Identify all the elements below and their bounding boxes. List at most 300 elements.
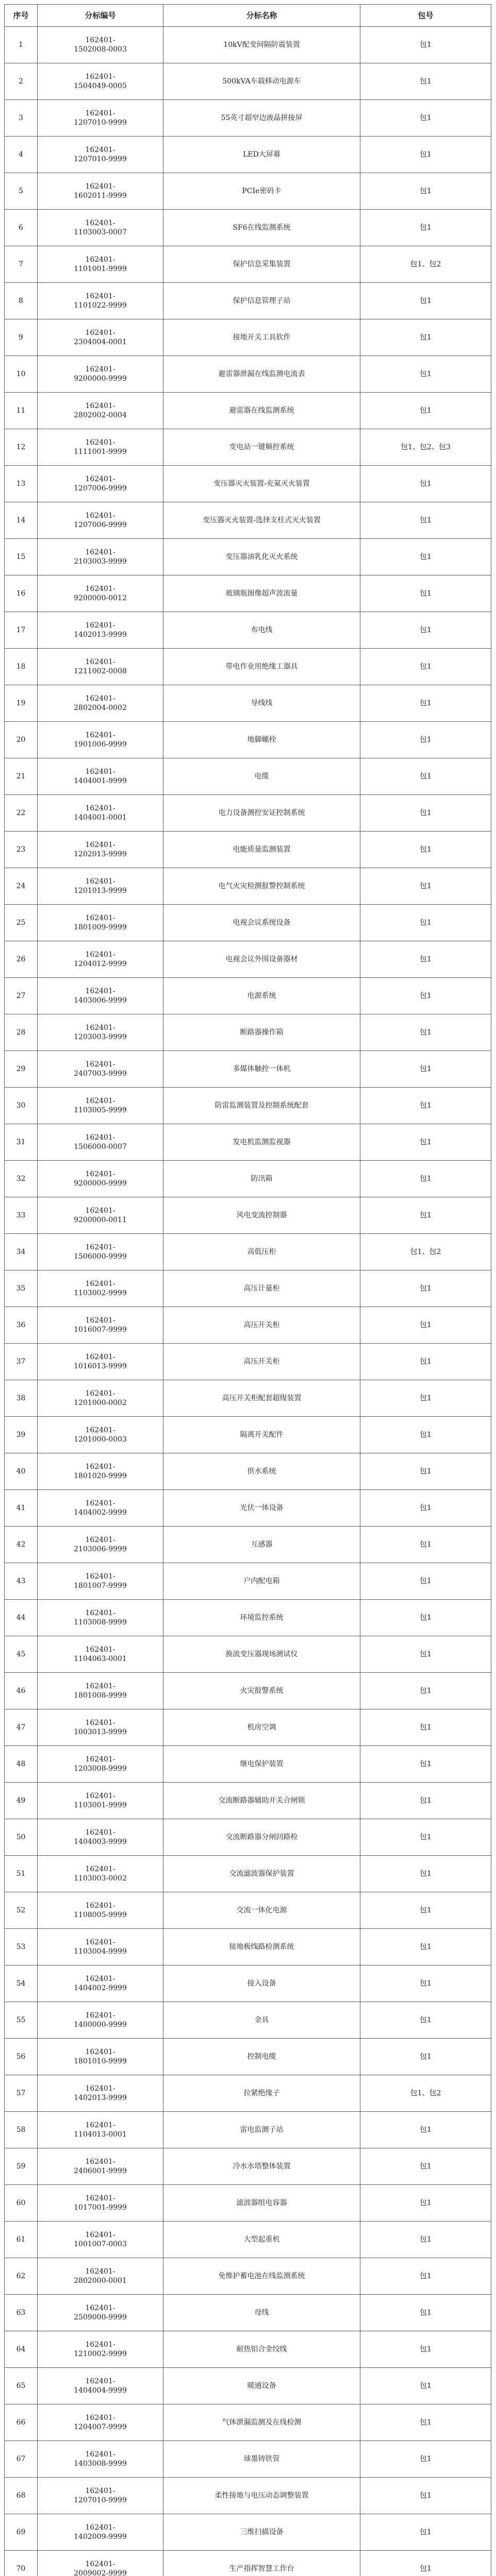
row-code-line: 1201000-0003 xyxy=(74,1435,127,1444)
row-code-line: 162401- xyxy=(85,2341,115,2349)
row-name: 电源系统 xyxy=(163,978,360,1014)
row-code-line: 162401- xyxy=(85,1024,115,1032)
row-code-line: 162401- xyxy=(85,1353,115,1361)
row-code-line: 1204007-9999 xyxy=(74,2423,127,2431)
row-index: 8 xyxy=(5,283,38,319)
row-name: 接地极线路检测系统 xyxy=(163,1929,360,1965)
row-code-line: 1202013-9999 xyxy=(74,850,127,858)
row-index: 18 xyxy=(5,649,38,685)
row-package: 包1 xyxy=(360,2295,491,2331)
row-code-line: 1602011-9999 xyxy=(74,192,127,200)
row-package: 包1 xyxy=(360,2039,491,2075)
table-row xyxy=(5,1234,491,1270)
row-code xyxy=(38,1124,163,1161)
row-code-line: 1207010-9999 xyxy=(74,118,127,127)
row-code xyxy=(38,758,163,795)
row-index: 62 xyxy=(5,2258,38,2295)
table-row xyxy=(5,1527,491,1563)
row-name: 交流一体化电源 xyxy=(163,1892,360,1929)
table-row xyxy=(5,2295,491,2331)
row-index: 17 xyxy=(5,612,38,649)
header-code: 分标编号 xyxy=(38,5,163,27)
row-name: 高压开关柜 xyxy=(163,1344,360,1380)
row-code-line: 162401- xyxy=(85,438,115,447)
table-row xyxy=(5,2075,491,2112)
row-code xyxy=(38,2368,163,2404)
row-package: 包1 xyxy=(360,1527,491,1563)
row-code xyxy=(38,2404,163,2441)
header-package: 包号 xyxy=(360,5,491,27)
row-package: 包1 xyxy=(360,1892,491,1929)
row-package: 包1 xyxy=(360,100,491,137)
table-row xyxy=(5,1965,491,2002)
row-name: 母线 xyxy=(163,2295,360,2331)
row-code-line: 2103006-9999 xyxy=(74,1545,127,1553)
row-name: 避雷器泄漏在线监测电流表 xyxy=(163,356,360,393)
row-code xyxy=(38,1746,163,1783)
row-code xyxy=(38,868,163,905)
row-code-line: 1104063-0001 xyxy=(74,1655,127,1663)
row-code xyxy=(38,2112,163,2148)
row-code xyxy=(38,2478,163,2514)
table-row xyxy=(5,137,491,173)
table-row xyxy=(5,1270,491,1307)
row-package: 包1 xyxy=(360,2551,491,2576)
row-code xyxy=(38,1673,163,1709)
row-code-line: 162401- xyxy=(85,1280,115,1288)
row-package: 包1 xyxy=(360,1709,491,1746)
row-package: 包1 xyxy=(360,905,491,941)
row-code xyxy=(38,173,163,210)
row-package: 包1、包2、包3 xyxy=(360,429,491,466)
row-code-line: 1111001-9999 xyxy=(74,448,127,456)
row-code-line: 162401- xyxy=(85,658,115,666)
row-index: 53 xyxy=(5,1929,38,1965)
row-code-line: 1801010-9999 xyxy=(74,2057,127,2065)
row-index: 70 xyxy=(5,2551,38,2576)
row-index: 26 xyxy=(5,941,38,978)
table-row xyxy=(5,1892,491,1929)
row-code-line: 1404002-9999 xyxy=(74,1984,127,1992)
table-row xyxy=(5,1819,491,1856)
table-body xyxy=(5,27,491,2576)
row-index: 23 xyxy=(5,832,38,868)
table-row xyxy=(5,2002,491,2039)
row-package: 包1 xyxy=(360,356,491,393)
row-name: 高压开关柜 xyxy=(163,1307,360,1344)
table-row xyxy=(5,941,491,978)
row-code-line: 1211002-0008 xyxy=(74,667,127,675)
row-code xyxy=(38,1197,163,1234)
row-code xyxy=(38,1965,163,2002)
table-row xyxy=(5,1490,491,1527)
row-code xyxy=(38,1453,163,1490)
table-row xyxy=(5,1161,491,1197)
row-package: 包1 xyxy=(360,1014,491,1051)
row-code-line: 1207006-9999 xyxy=(74,484,127,493)
row-code-line: 162401- xyxy=(85,1060,115,1069)
row-code xyxy=(38,1527,163,1563)
row-package: 包1 xyxy=(360,1307,491,1344)
row-name: 电气火灾检测报警控制系统 xyxy=(163,868,360,905)
table-row xyxy=(5,356,491,393)
row-package: 包1 xyxy=(360,832,491,868)
row-package: 包1 xyxy=(360,1417,491,1453)
row-package: 包1 xyxy=(360,2222,491,2258)
row-index: 41 xyxy=(5,1490,38,1527)
row-index: 15 xyxy=(5,539,38,575)
row-code xyxy=(38,63,163,100)
row-code-line: 2103003-9999 xyxy=(74,557,127,566)
row-code-line: 162401- xyxy=(85,1572,115,1581)
table-row xyxy=(5,429,491,466)
row-code-line: 1201000-0002 xyxy=(74,1399,127,1407)
row-code-line: 1103003-0002 xyxy=(74,1874,127,1883)
table-row xyxy=(5,1563,491,1600)
row-index: 63 xyxy=(5,2295,38,2331)
row-code-line: 162401- xyxy=(85,256,115,264)
table-row xyxy=(5,905,491,941)
row-index: 45 xyxy=(5,1636,38,1673)
row-name: 电视会议外围设备器材 xyxy=(163,941,360,978)
row-name: 防汛箱 xyxy=(163,1161,360,1197)
table-row xyxy=(5,2258,491,2295)
row-package: 包1、包2 xyxy=(360,2075,491,2112)
row-code-line: 162401- xyxy=(85,2048,115,2056)
row-package: 包1 xyxy=(360,2368,491,2404)
row-index: 69 xyxy=(5,2514,38,2551)
row-code xyxy=(38,2075,163,2112)
row-index: 43 xyxy=(5,1563,38,1600)
row-code-line: 162401- xyxy=(85,2267,115,2276)
row-code-line: 162401- xyxy=(85,2158,115,2166)
row-index: 47 xyxy=(5,1709,38,1746)
row-package: 包1 xyxy=(360,1600,491,1636)
row-index: 64 xyxy=(5,2331,38,2368)
table-row xyxy=(5,2551,491,2576)
row-package: 包1 xyxy=(360,2148,491,2185)
header-name: 分标名称 xyxy=(163,5,360,27)
row-code xyxy=(38,2002,163,2039)
row-name: 暖通设备 xyxy=(163,2368,360,2404)
row-name: 风电变流控制器 xyxy=(163,1197,360,1234)
row-code-line: 1201013-9999 xyxy=(74,887,127,895)
row-code xyxy=(38,2514,163,2551)
row-code-line: 1207006-9999 xyxy=(74,521,127,529)
row-index: 66 xyxy=(5,2404,38,2441)
row-index: 52 xyxy=(5,1892,38,1929)
row-code-line: 162401- xyxy=(85,2011,115,2020)
row-package: 包1 xyxy=(360,575,491,612)
row-package: 包1 xyxy=(360,137,491,173)
table-row xyxy=(5,832,491,868)
table-row xyxy=(5,283,491,319)
row-index: 60 xyxy=(5,2185,38,2222)
table-row xyxy=(5,27,491,63)
row-code-line: 2407003-9999 xyxy=(74,1070,127,1078)
row-package: 包1 xyxy=(360,1124,491,1161)
row-code-line: 162401- xyxy=(85,36,115,44)
row-code xyxy=(38,978,163,1014)
row-code-line: 162401- xyxy=(85,2194,115,2202)
row-code-line: 1404003-9999 xyxy=(74,1838,127,1846)
row-code xyxy=(38,832,163,868)
row-code xyxy=(38,2185,163,2222)
row-name: 地脚螺栓 xyxy=(163,722,360,758)
table-row xyxy=(5,173,491,210)
row-name: 交流断路器辅助开关合闸锁 xyxy=(163,1783,360,1819)
row-package: 包1 xyxy=(360,758,491,795)
row-code-line: 162401- xyxy=(85,475,115,483)
row-name: 电缆 xyxy=(163,758,360,795)
row-name: 55英寸超窄边液晶拼接屏 xyxy=(163,100,360,137)
row-code-line: 1017001-9999 xyxy=(74,2204,127,2212)
row-code-line: 1003013-9999 xyxy=(74,1728,127,1736)
row-name: 交流滤波器保护装置 xyxy=(163,1856,360,1892)
row-code xyxy=(38,2551,163,2576)
row-code-line: 162401- xyxy=(85,621,115,630)
row-index: 59 xyxy=(5,2148,38,2185)
table-row xyxy=(5,2185,491,2222)
row-package: 包1 xyxy=(360,63,491,100)
row-package: 包1 xyxy=(360,1161,491,1197)
row-name: 大型起重机 xyxy=(163,2222,360,2258)
row-code-line: 162401- xyxy=(85,1938,115,1946)
row-name: 滤波器组电容器 xyxy=(163,2185,360,2222)
table-row xyxy=(5,758,491,795)
table-row xyxy=(5,1783,491,1819)
table-row xyxy=(5,1417,491,1453)
table-row xyxy=(5,2148,491,2185)
row-code xyxy=(38,283,163,319)
row-code xyxy=(38,393,163,429)
table-row xyxy=(5,575,491,612)
row-name: 球墨铸铁管 xyxy=(163,2441,360,2478)
table-row xyxy=(5,2404,491,2441)
row-code-line: 1016013-9999 xyxy=(74,1362,127,1370)
row-index: 7 xyxy=(5,246,38,283)
row-name: 带电作业用绝缘工器具 xyxy=(163,649,360,685)
row-name: 保护信息管理子站 xyxy=(163,283,360,319)
row-package: 包1 xyxy=(360,1929,491,1965)
row-name: 导线线 xyxy=(163,685,360,722)
row-code xyxy=(38,1161,163,1197)
row-name: 高压开关柜配套超级装置 xyxy=(163,1380,360,1417)
row-name: 布电线 xyxy=(163,612,360,649)
table-row xyxy=(5,1380,491,1417)
row-code-line: 2802002-0004 xyxy=(74,411,127,419)
table-row xyxy=(5,1636,491,1673)
row-index: 54 xyxy=(5,1965,38,2002)
row-index: 68 xyxy=(5,2478,38,2514)
row-code-line: 162401- xyxy=(85,1975,115,1983)
row-name: 电能质量监测装置 xyxy=(163,832,360,868)
row-code xyxy=(38,2441,163,2478)
row-index: 67 xyxy=(5,2441,38,2478)
row-code-line: 162401- xyxy=(85,1828,115,1837)
row-code-line: 9200000-9999 xyxy=(74,375,127,383)
table-row xyxy=(5,612,491,649)
row-code-line: 1403008-9999 xyxy=(74,2460,127,2468)
row-code-line: 1400000-9999 xyxy=(74,2021,127,2029)
row-code-line: 9200000-0012 xyxy=(74,594,127,602)
row-code-line: 162401- xyxy=(85,877,115,886)
row-code-line: 1506000-9999 xyxy=(74,1252,127,1261)
row-code-line: 162401- xyxy=(85,1133,115,1142)
row-package: 包1 xyxy=(360,2404,491,2441)
table-row xyxy=(5,1051,491,1088)
row-name: 供水系统 xyxy=(163,1453,360,1490)
row-index: 24 xyxy=(5,868,38,905)
row-name: 500kVA车载移动电源车 xyxy=(163,63,360,100)
row-code-line: 1402009-9999 xyxy=(74,2533,127,2541)
row-code-line: 1103001-9999 xyxy=(74,1801,127,1809)
row-code-line: 1901006-9999 xyxy=(74,740,127,749)
table-row xyxy=(5,2441,491,2478)
row-name: 换流变压器现场测试仪 xyxy=(163,1636,360,1673)
row-package: 包1 xyxy=(360,1088,491,1124)
table-row xyxy=(5,1344,491,1380)
row-code xyxy=(38,2295,163,2331)
row-package: 包1 xyxy=(360,2478,491,2514)
row-package: 包1 xyxy=(360,1197,491,1234)
row-code xyxy=(38,356,163,393)
table-row xyxy=(5,2514,491,2551)
row-code xyxy=(38,1636,163,1673)
row-code xyxy=(38,612,163,649)
row-code-line: 9200000-9999 xyxy=(74,1179,127,1188)
row-code xyxy=(38,319,163,356)
bid-lot-table xyxy=(4,4,491,2576)
row-code-line: 162401- xyxy=(85,402,115,410)
row-index: 6 xyxy=(5,210,38,246)
row-name: 继电保护装置 xyxy=(163,1746,360,1783)
row-code xyxy=(38,502,163,539)
row-code-line: 1001007-0003 xyxy=(74,2240,127,2248)
row-package: 包1 xyxy=(360,466,491,502)
row-package: 包1 xyxy=(360,722,491,758)
row-code-line: 162401- xyxy=(85,951,115,959)
row-name: 交流断路器分闸回路检 xyxy=(163,1819,360,1856)
row-name: 冷水水塔整体装置 xyxy=(163,2148,360,2185)
row-index: 58 xyxy=(5,2112,38,2148)
row-code-line: 162401- xyxy=(85,1426,115,1434)
row-code xyxy=(38,722,163,758)
row-code-line: 1203008-9999 xyxy=(74,1765,127,1773)
row-package: 包1 xyxy=(360,2331,491,2368)
row-code-line: 162401- xyxy=(85,1755,115,1764)
row-code-line: 1104013-0001 xyxy=(74,2130,127,2139)
row-code-line: 162401- xyxy=(85,1316,115,1325)
row-index: 30 xyxy=(5,1088,38,1124)
row-code xyxy=(38,575,163,612)
row-name: PCIe密码卡 xyxy=(163,173,360,210)
row-code-line: 1801008-9999 xyxy=(74,1691,127,1700)
row-code xyxy=(38,1783,163,1819)
row-code-line: 162401- xyxy=(85,182,115,191)
row-name: 10kV配变间隔防震装置 xyxy=(163,27,360,63)
row-name: 雷电监测子站 xyxy=(163,2112,360,2148)
row-name: 玻璃瓶图像超声波流量 xyxy=(163,575,360,612)
row-code-line: 162401- xyxy=(85,1389,115,1398)
row-code-line: 162401- xyxy=(85,2487,115,2495)
table-row xyxy=(5,2368,491,2404)
row-code xyxy=(38,137,163,173)
row-code-line: 162401- xyxy=(85,731,115,739)
row-package: 包1 xyxy=(360,2185,491,2222)
row-name: 机房空调 xyxy=(163,1709,360,1746)
table-row xyxy=(5,539,491,575)
table-row xyxy=(5,1746,491,1783)
row-code-line: 1203003-9999 xyxy=(74,1033,127,1041)
table-row xyxy=(5,246,491,283)
row-code-line: 162401- xyxy=(85,1243,115,1251)
row-code xyxy=(38,27,163,63)
row-index: 33 xyxy=(5,1197,38,1234)
row-code xyxy=(38,941,163,978)
row-package: 包1 xyxy=(360,1490,491,1527)
row-index: 37 xyxy=(5,1344,38,1380)
row-code-line: 1103004-9999 xyxy=(74,1947,127,1956)
row-code xyxy=(38,1892,163,1929)
row-code-line: 162401- xyxy=(85,804,115,812)
row-name: 火灾报警系统 xyxy=(163,1673,360,1709)
row-name: SF6在线监测系统 xyxy=(163,210,360,246)
row-code-line: 1103005-9999 xyxy=(74,1106,127,1114)
row-code-line: 162401- xyxy=(85,2121,115,2129)
row-code-line: 162401- xyxy=(85,1609,115,1617)
row-package: 包1 xyxy=(360,539,491,575)
row-package: 包1 xyxy=(360,319,491,356)
row-code-line: 162401- xyxy=(85,1097,115,1105)
table-row xyxy=(5,978,491,1014)
row-code-line: 1016007-9999 xyxy=(74,1326,127,1334)
row-index: 25 xyxy=(5,905,38,941)
table-row xyxy=(5,63,491,100)
row-code-line: 162401- xyxy=(85,987,115,995)
row-package: 包1 xyxy=(360,393,491,429)
row-package: 包1 xyxy=(360,1783,491,1819)
table-row xyxy=(5,2039,491,2075)
row-package: 包1 xyxy=(360,1746,491,1783)
row-package: 包1 xyxy=(360,868,491,905)
table-row xyxy=(5,2331,491,2368)
table-row xyxy=(5,1307,491,1344)
row-code-line: 162401- xyxy=(85,146,115,154)
row-code-line: 162401- xyxy=(85,694,115,703)
row-code-line: 162401- xyxy=(85,548,115,556)
row-code-line: 162401- xyxy=(85,914,115,922)
row-code-line: 1210002-9999 xyxy=(74,2350,127,2358)
table-row xyxy=(5,1124,491,1161)
row-code-line: 1404001-9999 xyxy=(74,777,127,785)
table-row xyxy=(5,795,491,832)
row-code xyxy=(38,1490,163,1527)
header-index: 序号 xyxy=(5,5,38,27)
row-index: 2 xyxy=(5,63,38,100)
row-package: 包1 xyxy=(360,1270,491,1307)
table-row xyxy=(5,466,491,502)
row-code xyxy=(38,429,163,466)
row-index: 51 xyxy=(5,1856,38,1892)
row-name: 多媒体触控一体机 xyxy=(163,1051,360,1088)
table-row xyxy=(5,393,491,429)
row-code xyxy=(38,1234,163,1270)
row-package: 包1 xyxy=(360,2002,491,2039)
row-code-line: 1404004-9999 xyxy=(74,2386,127,2395)
row-name: 断路器操作箱 xyxy=(163,1014,360,1051)
table-row xyxy=(5,649,491,685)
